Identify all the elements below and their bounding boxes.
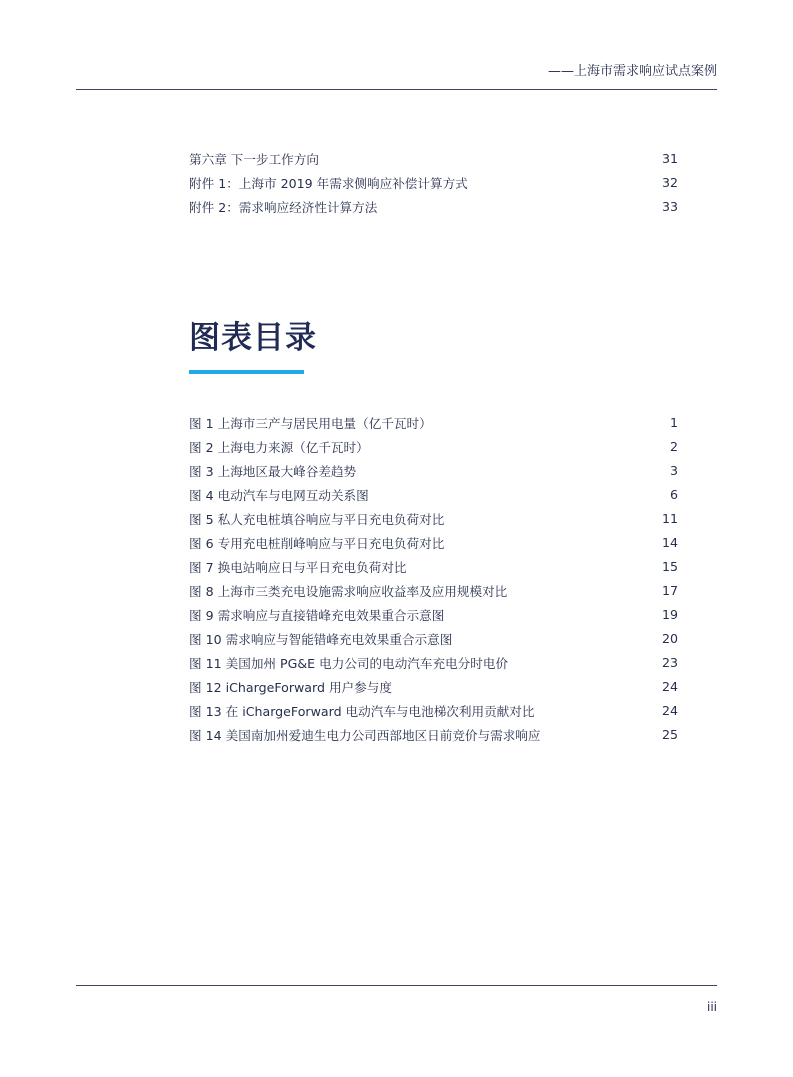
figure-entry[interactable] <box>189 722 678 746</box>
figure-entry-title: 图 8 上海市三类充电设施需求响应收益率及应用规模对比 <box>189 583 508 599</box>
toc-entry-page: 31 <box>661 150 678 166</box>
figure-entry-title: 图 13 在 iChargeForward 电动汽车与电池梯次利用贡献对比 <box>189 703 535 719</box>
toc-entry[interactable] <box>189 146 678 170</box>
figure-entry-page: 15 <box>661 558 678 574</box>
figure-entry-page: 25 <box>661 726 678 742</box>
figure-entry-title: 图 3 上海地区最大峰谷差趋势 <box>189 463 357 479</box>
figure-entry-page: 24 <box>661 678 678 694</box>
toc-entry[interactable] <box>189 170 678 194</box>
figure-entry[interactable] <box>189 506 678 530</box>
figure-entry-page: 14 <box>661 534 678 550</box>
figure-entry-page: 3 <box>669 462 678 478</box>
figure-entry[interactable] <box>189 578 678 602</box>
toc-entry-title: 附件 1：上海市 2019 年需求侧响应补偿计算方式 <box>189 175 468 191</box>
figure-entry-title: 图 4 电动汽车与电网互动关系图 <box>189 487 369 503</box>
figure-entry-title: 图 1 上海市三产与居民用电量（亿千瓦时） <box>189 415 432 431</box>
figure-entry-page: 23 <box>661 654 678 670</box>
figure-entry-page: 11 <box>661 510 678 526</box>
figure-entry-title: 图 12 iChargeForward 用户参与度 <box>189 679 392 695</box>
figure-entry-page: 6 <box>669 486 678 502</box>
figure-entry[interactable] <box>189 698 678 722</box>
figure-entry-page: 19 <box>661 606 678 622</box>
figure-entry-title: 图 10 需求响应与智能错峰充电效果重合示意图 <box>189 631 453 647</box>
figure-list <box>189 410 678 746</box>
figure-entry[interactable] <box>189 674 678 698</box>
figure-entry-title: 图 7 换电站响应日与平日充电负荷对比 <box>189 559 407 575</box>
figure-entry-title: 图 14 美国南加州爱迪生电力公司西部地区日前竞价与需求响应 <box>189 727 541 743</box>
figure-entry-page: 1 <box>669 414 678 430</box>
toc-entry-page: 33 <box>661 198 678 214</box>
running-header-title: ——上海市需求响应试点案例 <box>547 64 717 79</box>
figure-entry-title: 图 6 专用充电桩削峰响应与平日充电负荷对比 <box>189 535 445 551</box>
figure-entry[interactable] <box>189 410 678 434</box>
figure-entry[interactable] <box>189 554 678 578</box>
figure-entry-title: 图 11 美国加州 PG&E 电力公司的电动汽车充电分时电价 <box>189 655 509 671</box>
toc-entry-title: 附件 2：需求响应经济性计算方法 <box>189 199 378 215</box>
figure-entry-title: 图 9 需求响应与直接错峰充电效果重合示意图 <box>189 607 445 623</box>
heading-accent-bar <box>189 370 304 374</box>
figure-entry-title: 图 5 私人充电桩填谷响应与平日充电负荷对比 <box>189 511 445 527</box>
figure-entry[interactable] <box>189 434 678 458</box>
page-number: iii <box>706 1000 717 1014</box>
footer-divider <box>76 985 717 986</box>
figure-entry[interactable] <box>189 626 678 650</box>
figure-entry-page: 2 <box>669 438 678 454</box>
figures-section-heading: 图表目录 <box>189 320 317 356</box>
toc-entry-title: 第六章 下一步工作方向 <box>189 151 319 167</box>
header-divider <box>76 89 717 90</box>
figure-entry-page: 24 <box>661 702 678 718</box>
figure-entry[interactable] <box>189 650 678 674</box>
figure-entry[interactable] <box>189 458 678 482</box>
toc-continued-list <box>189 146 678 218</box>
figure-entry[interactable] <box>189 602 678 626</box>
figure-entry-page: 20 <box>661 630 678 646</box>
figure-entry[interactable] <box>189 482 678 506</box>
figure-entry[interactable] <box>189 530 678 554</box>
figure-entry-title: 图 2 上海电力来源（亿千瓦时） <box>189 439 369 455</box>
toc-entry[interactable] <box>189 194 678 218</box>
toc-entry-page: 32 <box>661 174 678 190</box>
figure-entry-page: 17 <box>661 582 678 598</box>
